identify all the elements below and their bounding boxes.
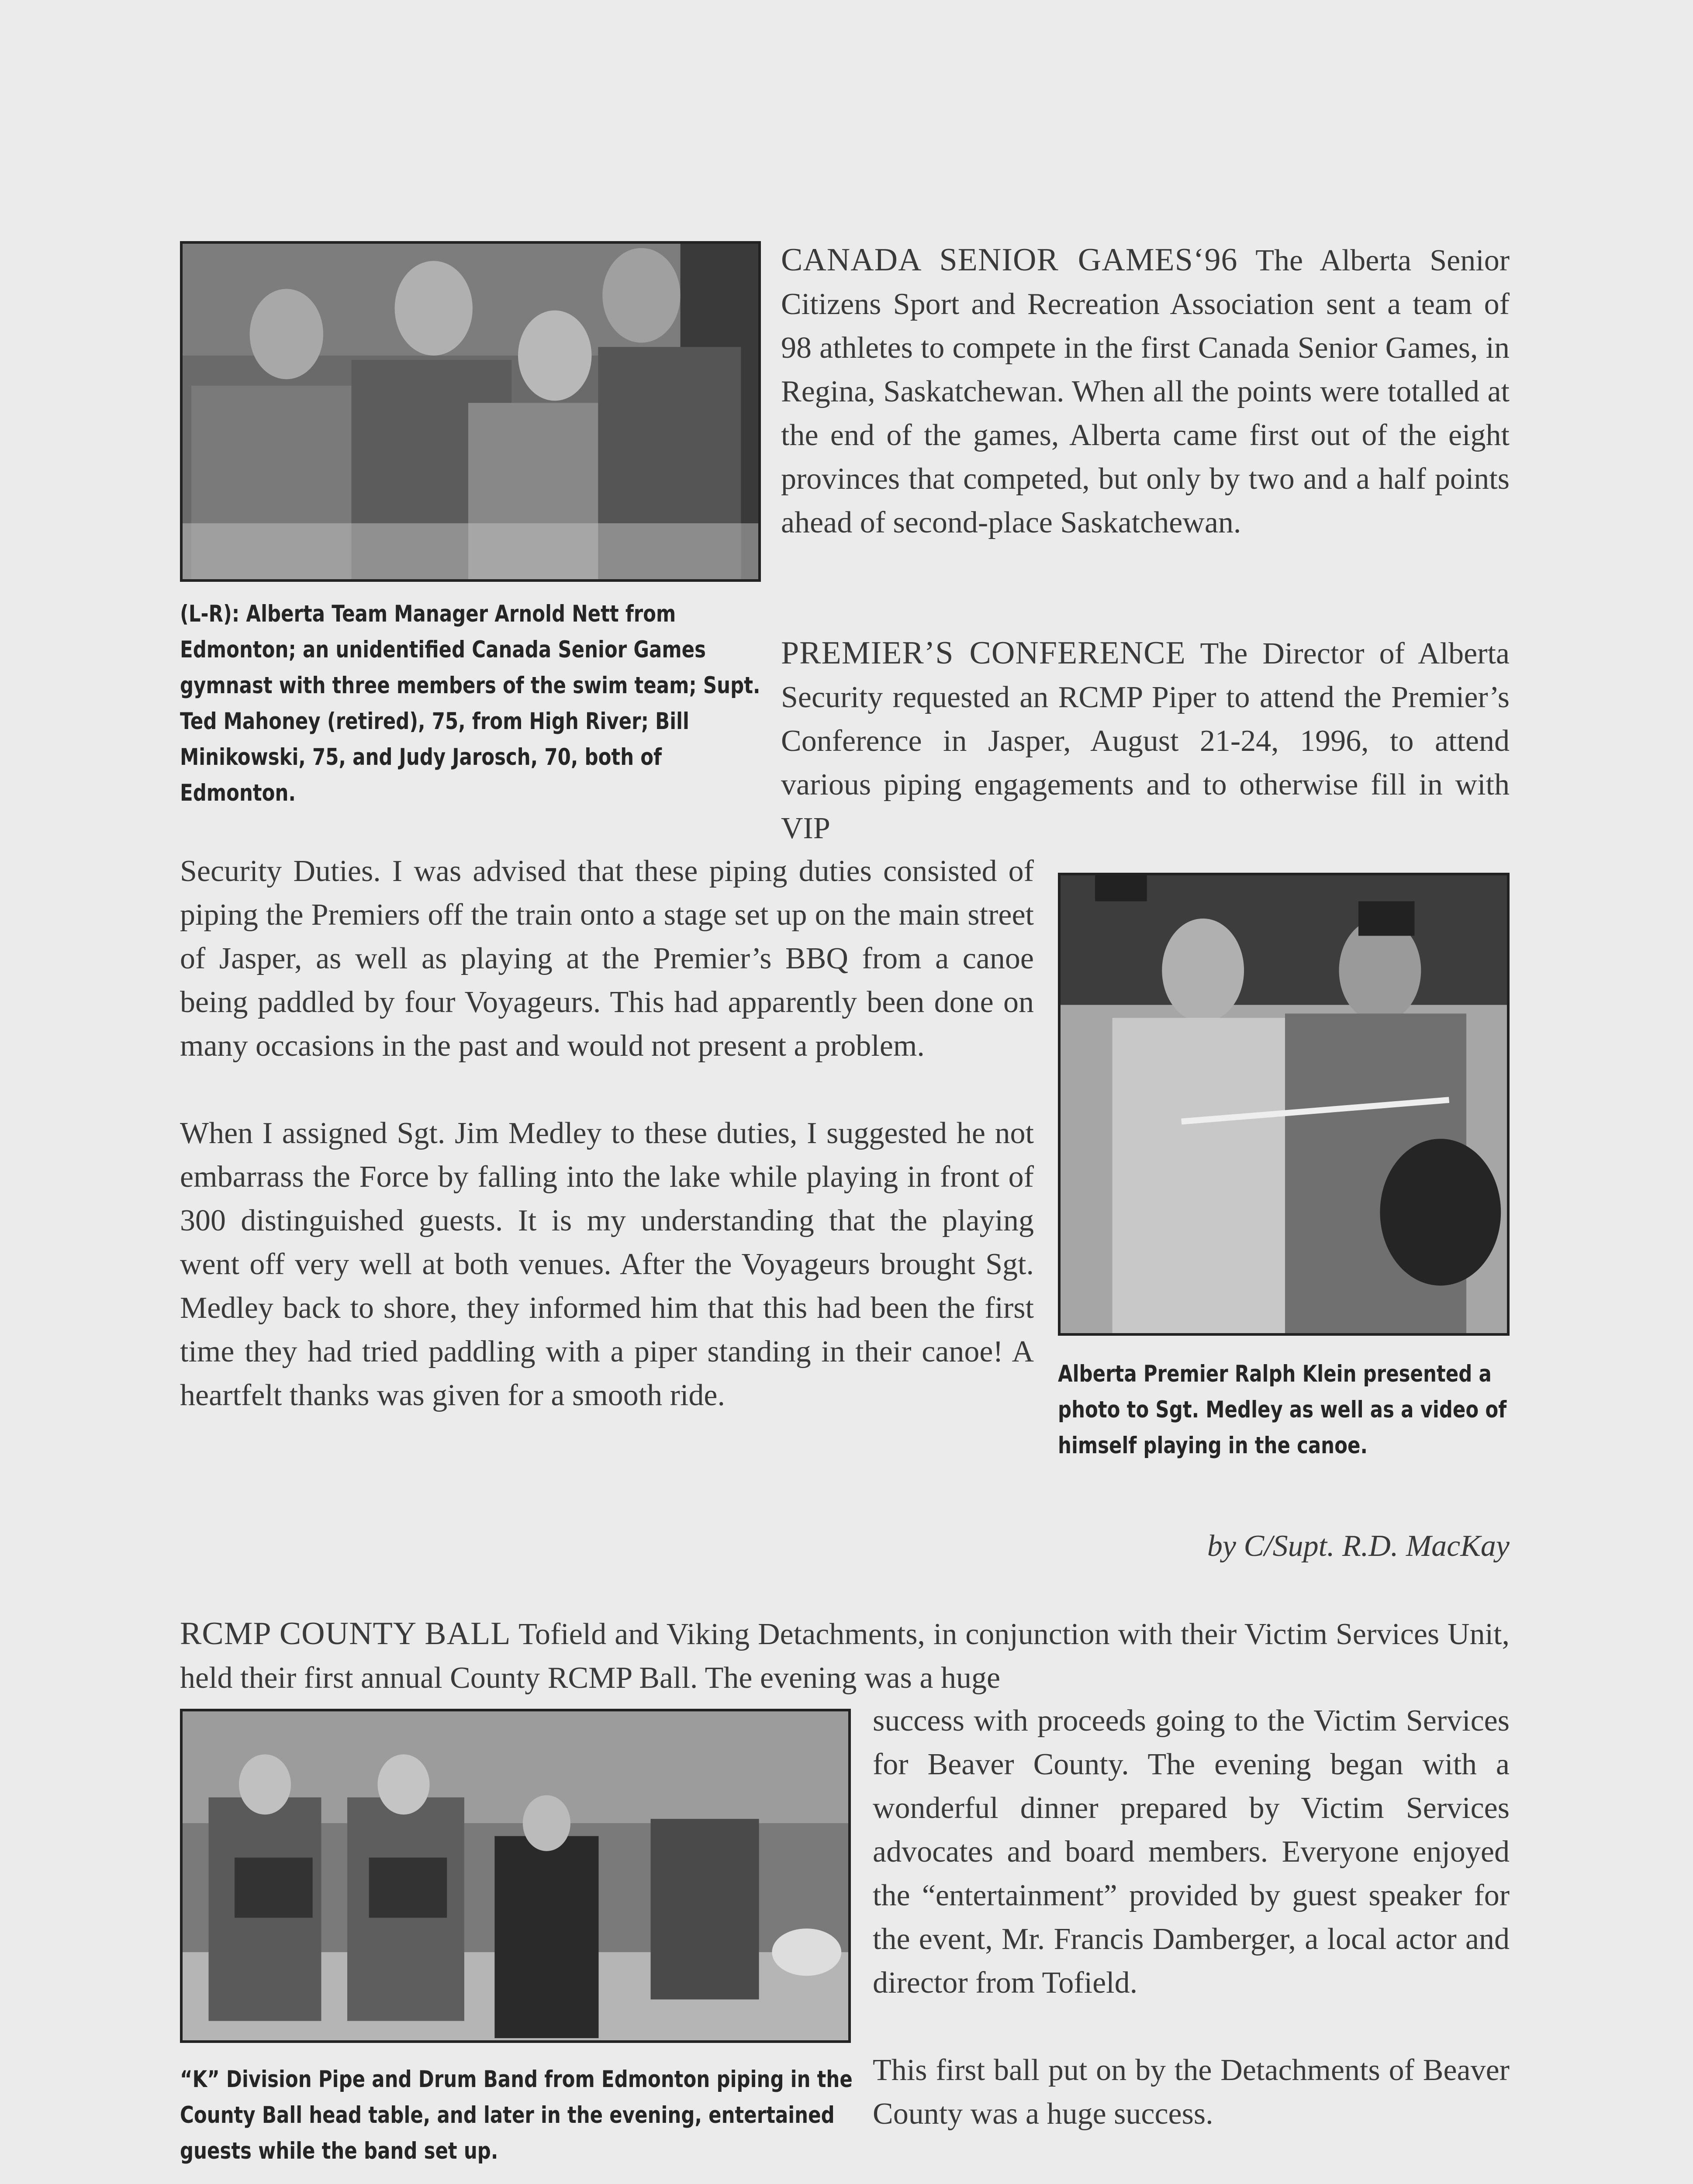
photo-pipe-band-caption: “K” Division Pipe and Drum Band from Edmonton piping in the County Ball head table, and later in the evening, entertained guests while the band set up.: [180, 2066, 853, 2164]
county-ball-paragraph-right: success with proceeds going to the Victim Services for Beaver County. The evening began with a wonderful dinner prepared by Victim Services advocates and board members. Everyone enjoyed the “entertainment” provided by guest speaker for the event, Mr. Francis Damberger, a local actor and director from Tofield.: [873, 1704, 1510, 2000]
premiers-heading: PREMIER’S CONFERENCE: [781, 635, 1186, 671]
premiers-article-top: [781, 631, 1510, 850]
county-ball-paragraph-right2: This first ball put on by the Detachments of Beaver County was a huge success.: [873, 2053, 1510, 2131]
photo-pipe-band: [180, 1709, 851, 2043]
photo-premier-piper: [1058, 873, 1510, 1336]
county-ball-article-top: [180, 1612, 1510, 1700]
premiers-paragraph-top: PREMIER’S CONFERENCE The Director of Alberta Security requested an RCMP Piper to attend the Premier’s Conference in Jasper, August 21-24, 1996, to attend various piping engagements and to otherwise fill in with VIP: [781, 635, 1510, 845]
premiers-paragraph-left: Security Duties. I was advised that these piping duties consisted of piping the Premiers off the train onto a stage set up on the main street of Jasper, as well as playing at the Premier’s BBQ from a canoe being paddled by four Voyageurs. This had apparently been done on many occasions in the past and would not present a problem.: [180, 854, 1034, 1063]
photo-senior-games: [180, 241, 761, 582]
county-ball-article-right: [873, 1699, 1510, 2136]
senior-games-heading: CANADA SENIOR GAMES‘96: [781, 242, 1238, 278]
premiers-article-left: [180, 850, 1034, 1417]
senior-games-article: [781, 238, 1510, 545]
photo-premier-piper-caption: Alberta Premier Ralph Klein presented a photo to Sgt. Medley as well as a video of himself playing in the canoe.: [1058, 1361, 1507, 1459]
premiers-byline: by C/Supt. R.D. MacKay: [1207, 1529, 1510, 1563]
senior-games-paragraph: CANADA SENIOR GAMES‘96 The Alberta Senior Citizens Sport and Recreation Association sent a team of 98 athletes to compete in the first Canada Senior Games, in Regina, Saskatchewan. When all the points were totalled at the end of the games, Alberta came first out of the eight provinces that competed, but only by two and a half points ahead of second-place Saskatchewan.: [781, 242, 1510, 539]
county-ball-paragraph-top: RCMP COUNTY BALL Tofield and Viking Detachments, in conjunction with their Victim Services Unit, held their first annual County RCMP Ball. The evening was a huge: [180, 1616, 1510, 1695]
photo-senior-games-caption: (L-R): Alberta Team Manager Arnold Nett from Edmonton; an unidentified Canada Senior Games gymnast with three members of the swim team; Supt. Ted Mahoney (retired), 75, from High River; Bill Minikowski, 75, and Judy Jarosch, 70, both of Edmonton.: [180, 601, 760, 806]
county-ball-heading: RCMP COUNTY BALL: [180, 1616, 511, 1652]
premiers-paragraph-second: When I assigned Sgt. Jim Medley to these duties, I suggested he not embarrass the Force by falling into the lake while playing in front of 300 distinguished guests. It is my understanding that the playing went off very well at both venues. After the Voyageurs brought Sgt. Medley back to shore, they informed him that this had been the first time they had tried paddling with a piper standing in their canoe! A heartfelt thanks was given for a smooth ride.: [180, 1116, 1034, 1412]
